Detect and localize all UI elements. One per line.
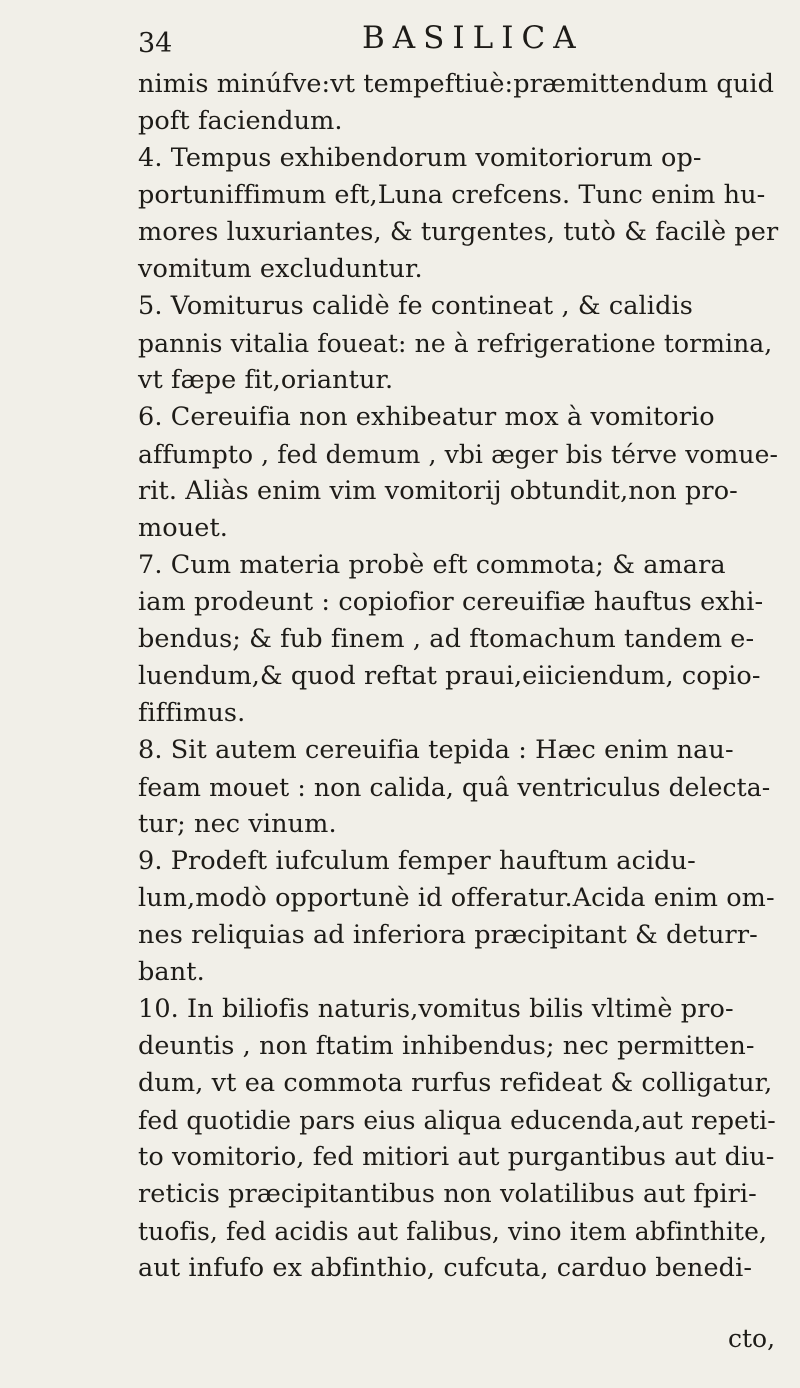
page-number: 34 [138,28,173,59]
text-line: aut infufo ex abfinthio, cufcuta, carduo benedi- [138,1253,753,1283]
text-line: fiffimus. [138,698,246,728]
text-line: 5. Vomiturus calidè fe contineat , & calidis [138,291,693,321]
text-line: pannis vitalia foueat: ne à refrigeratione tormina, [138,329,773,358]
text-line: 9. Prodeft iufculum femper hauftum acidu- [138,846,696,876]
text-line: lum,modò opportunè id offeratur.Acida enim om- [138,883,775,913]
text-line: rit. Aliàs enim vim vomitorij obtundit,non pro- [138,476,738,506]
text-line: tuofis, fed acidis aut falibus, vino item abfinthite, [138,1217,768,1246]
text-line: poft faciendum. [138,106,343,136]
text-line: to vomitorio, fed mitiori aut purgantibus aut diu- [138,1142,775,1172]
text-line: 4. Tempus exhibendorum vomitoriorum op- [138,143,702,173]
text-line: luendum,& quod reftat praui,eiiciendum, copio- [138,661,761,691]
text-line: mores luxuriantes, & turgentes, tutò & facilè per [138,217,779,247]
text-line: affumpto , fed demum , vbi æger bis térve vomue- [138,440,779,469]
running-title: BASILICA [362,20,584,56]
text-line: feam mouet : non calida, quâ ventriculus delecta- [138,773,771,802]
page-header [0,20,800,60]
catchword: cto, [728,1324,776,1353]
text-line: 10. In biliofis naturis,vomitus bilis vltimè pro- [138,994,734,1024]
text-line: vomitum excluduntur. [138,254,423,284]
text-line: portuniffimum eft,Luna crefcens. Tunc enim hu- [138,180,766,210]
text-line: fed quotidie pars eius aliqua educenda,aut repeti- [138,1106,776,1135]
text-line: mouet. [138,513,228,543]
text-line: 6. Cereuifia non exhibeatur mox à vomitorio [138,402,715,432]
text-line: nimis minúfve:vt tempeftiuè:præmittendum quid [138,69,775,99]
text-line: bendus; & fub finem , ad ftomachum tandem e- [138,624,755,654]
body-text [138,66,778,1287]
text-line: nes reliquias ad inferiora præcipitant & deturr- [138,920,758,950]
text-line: reticis præcipitantibus non volatilibus aut fpiri- [138,1179,757,1209]
text-line: iam prodeunt : copiofior cereuifiæ hauftus exhi- [138,587,764,617]
text-line: dum, vt ea commota rurfus refideat & colligatur, [138,1068,773,1098]
text-line: 8. Sit autem cereuifia tepida : Hæc enim nau- [138,735,734,765]
text-line: deuntis , non ftatim inhibendus; nec permitten- [138,1031,755,1061]
text-line: bant. [138,957,205,987]
text-line: tur; nec vinum. [138,809,337,839]
text-line: vt fæpe fit,oriantur. [138,365,394,395]
text-line: 7. Cum materia probè eft commota; & amara [138,550,726,580]
